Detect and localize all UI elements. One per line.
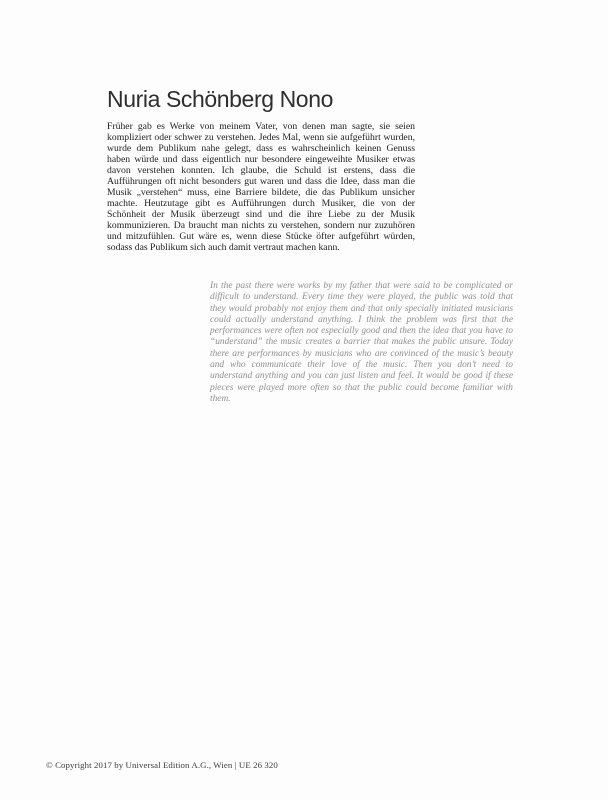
page-title: Nuria Schönberg Nono	[107, 86, 333, 112]
copyright-footer: © Copyright 2017 by Universal Edition A.G., Wien | UE 26 320	[46, 760, 278, 770]
german-paragraph: Früher gab es Werke von meinem Vater, von denen man sagte, sie seien kompliziert oder schwer zu verstehen. Jedes Mal, wenn sie aufgeführt wurden, wurde dem Publikum nahe gelegt, dass es wahrscheinlich keinen Genuss haben würde und dass eigentlich nur besondere eingeweihte Musiker etwas davon verstehen konnten. Ich glaube, die Schuld ist erstens, dass die Aufführungen oft nicht besonders gut waren und dass die Idee, dass man die Musik „verstehen“ muss, eine Barriere bildete, die das Publikum unsicher machte. Heutzutage gibt es Aufführungen durch Musiker, die von der Schönheit der Musik überzeugt sind und die ihre Liebe zu der Musik kommunizieren. Da braucht man nichts zu verstehen, sondern nur zuzuhören und mitzufühlen. Gut wäre es, wenn diese Stücke öfter aufgeführt würden, sodass das Publikum sich auch damit vertraut machen kann.	[107, 121, 415, 253]
english-translation-paragraph: In the past there were works by my father that were said to be complicated or difficult to understand. Every time they were played, the public was told that they would probably not enjoy them and that only specially initiated musicians could actually understand anything. I think the problem was first that the performances were often not especially good and then the idea that you have to “understand” the music creates a barrier that makes the public unsure. Today there are performances by musicians who are convinced of the music’s beauty and who communicate their love of the music. Then you don’t need to understand anything and you can just listen and feel. It would be good if these pieces were played more often so that the public could become familiar with them.	[210, 281, 513, 404]
